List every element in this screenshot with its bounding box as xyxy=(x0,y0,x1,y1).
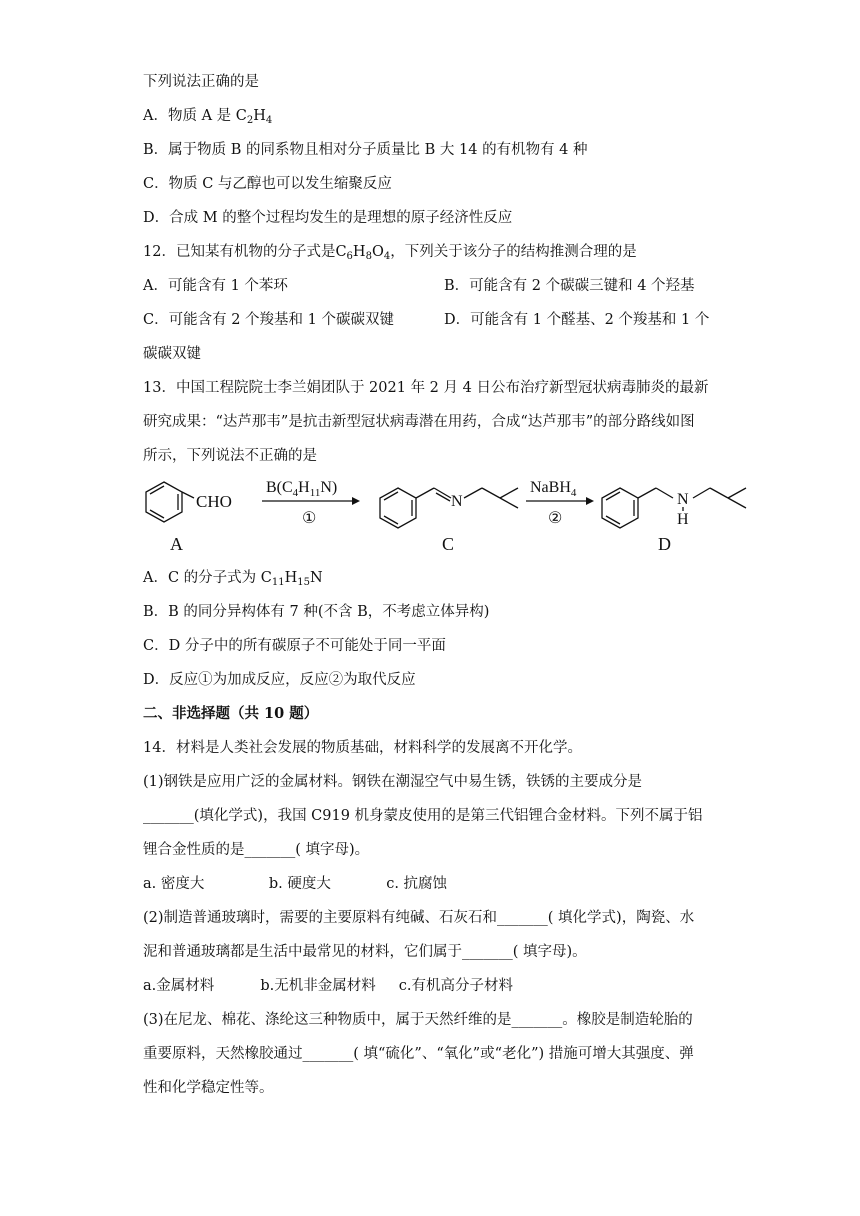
intro-text: 下列说法正确的是 xyxy=(143,74,259,90)
q11-option-b: B．属于物质 B 的同系物且相对分子质量比 B 大 14 的有机物有 4 种 xyxy=(143,142,588,158)
q14-part2-line1: (2)制造普通玻璃时，需要的主要原料有纯碱、石灰石和_______( 填化学式)，陶瓷、水 xyxy=(143,910,695,926)
benzene-ring-c xyxy=(380,488,416,528)
benzene-ring-d xyxy=(602,488,638,528)
q11-option-d: D．合成 M 的整个过程均发生的是理想的原子经济性反应 xyxy=(143,210,513,226)
q13-option-a: A．C 的分子式为 $C_{11}H_{15}N$ xyxy=(143,570,323,588)
benzene-ring-a xyxy=(146,482,182,522)
q14-part3-line3: 性和化学稳定性等。 xyxy=(143,1080,274,1096)
q12-option-d-cont: 碳碳双键 xyxy=(143,346,201,362)
bond-a-cho xyxy=(182,492,194,498)
reagent-2: NaBH$_4$ xyxy=(530,479,577,499)
q14-part1-line3: 锂合金性质的是_______( 填字母)。 xyxy=(143,842,370,858)
amine-hydrogen: H xyxy=(677,511,689,528)
q13-stem-line1: 13．中国工程院院士李兰娟团队于 2021 年 2 月 4 日公布治疗新型冠状病毒肺炎的最新 xyxy=(143,380,709,396)
reaction-scheme xyxy=(130,470,770,560)
step-2-label: ② xyxy=(548,510,563,527)
amine-nitrogen: N xyxy=(677,491,689,508)
section-heading: 二、非选择题（共 10 题） xyxy=(143,705,319,722)
imine-nitrogen: N xyxy=(451,493,463,510)
q14-stem: 14．材料是人类社会发展的物质基础，材料科学的发展离不开化学。 xyxy=(143,740,582,756)
step-1-label: ① xyxy=(302,510,317,527)
q14-part1-line1: (1)钢铁是应用广泛的金属材料。钢铁在潮湿空气中易生锈，铁锈的主要成分是 xyxy=(143,774,643,790)
q13-stem-line2: 研究成果：“达芦那韦”是抗击新型冠状病毒潜在用药，合成“达芦那韦”的部分路线如图 xyxy=(143,414,695,430)
q11-option-a: A．物质 A 是 $C_2H_4$ xyxy=(143,108,273,126)
q14-part2-options: a.金属材料 b.无机非金属材料 c.有机高分子材料 xyxy=(143,978,514,994)
q12-stem: 12．已知某有机物的分子式是$C_6H_8O_4$，下列关于该分子的结构推测合理的是 xyxy=(143,244,637,262)
q12-option-b: B．可能含有 2 个碳碳三键和 4 个羟基 xyxy=(444,278,695,294)
q14-part3-line1: (3)在尼龙、棉花、涤纶这三种物质中，属于天然纤维的是_______。橡胶是制造轮胎的 xyxy=(143,1012,693,1028)
q14-part3-line2: 重要原料，天然橡胶通过_______( 填“硫化”、“氧化”或“老化”) 措施可增大其强度、弹 xyxy=(143,1046,694,1062)
q12-option-c: C．可能含有 2 个羧基和 1 个碳碳双键 xyxy=(143,312,394,328)
compound-c-label: C xyxy=(442,534,455,554)
q14-part1-options: a. 密度大 b. 硬度大 c. 抗腐蚀 xyxy=(143,876,448,892)
cho-group: CHO xyxy=(196,492,232,511)
q13-stem-line3: 所示，下列说法不正确的是 xyxy=(143,448,317,464)
q12-option-a: A．可能含有 1 个苯环 xyxy=(143,278,288,294)
q13-option-c: C．D 分子中的所有碳原子不可能处于同一平面 xyxy=(143,638,446,654)
compound-a-label: A xyxy=(170,534,183,554)
q13-option-b: B．B 的同分异构体有 7 种(不含 B，不考虑立体异构) xyxy=(143,604,490,620)
compound-d-label: D xyxy=(658,534,671,554)
q14-part2-line2: 泥和普通玻璃都是生活中最常见的材料，它们属于_______( 填字母)。 xyxy=(143,944,587,960)
reagent-1: $B(C_4H_{11}N)$ xyxy=(266,479,338,499)
q11-option-c: C．物质 C 与乙醇也可以发生缩聚反应 xyxy=(143,176,392,192)
q14-part1-line2: _______(填化学式)，我国 C919 机身蒙皮使用的是第三代铝锂合金材料。下列不属于铝 xyxy=(143,808,703,824)
q12-option-d: D．可能含有 1 个醛基、2 个羧基和 1 个 xyxy=(444,312,710,328)
q13-option-d: D．反应①为加成反应，反应②为取代反应 xyxy=(143,672,416,688)
